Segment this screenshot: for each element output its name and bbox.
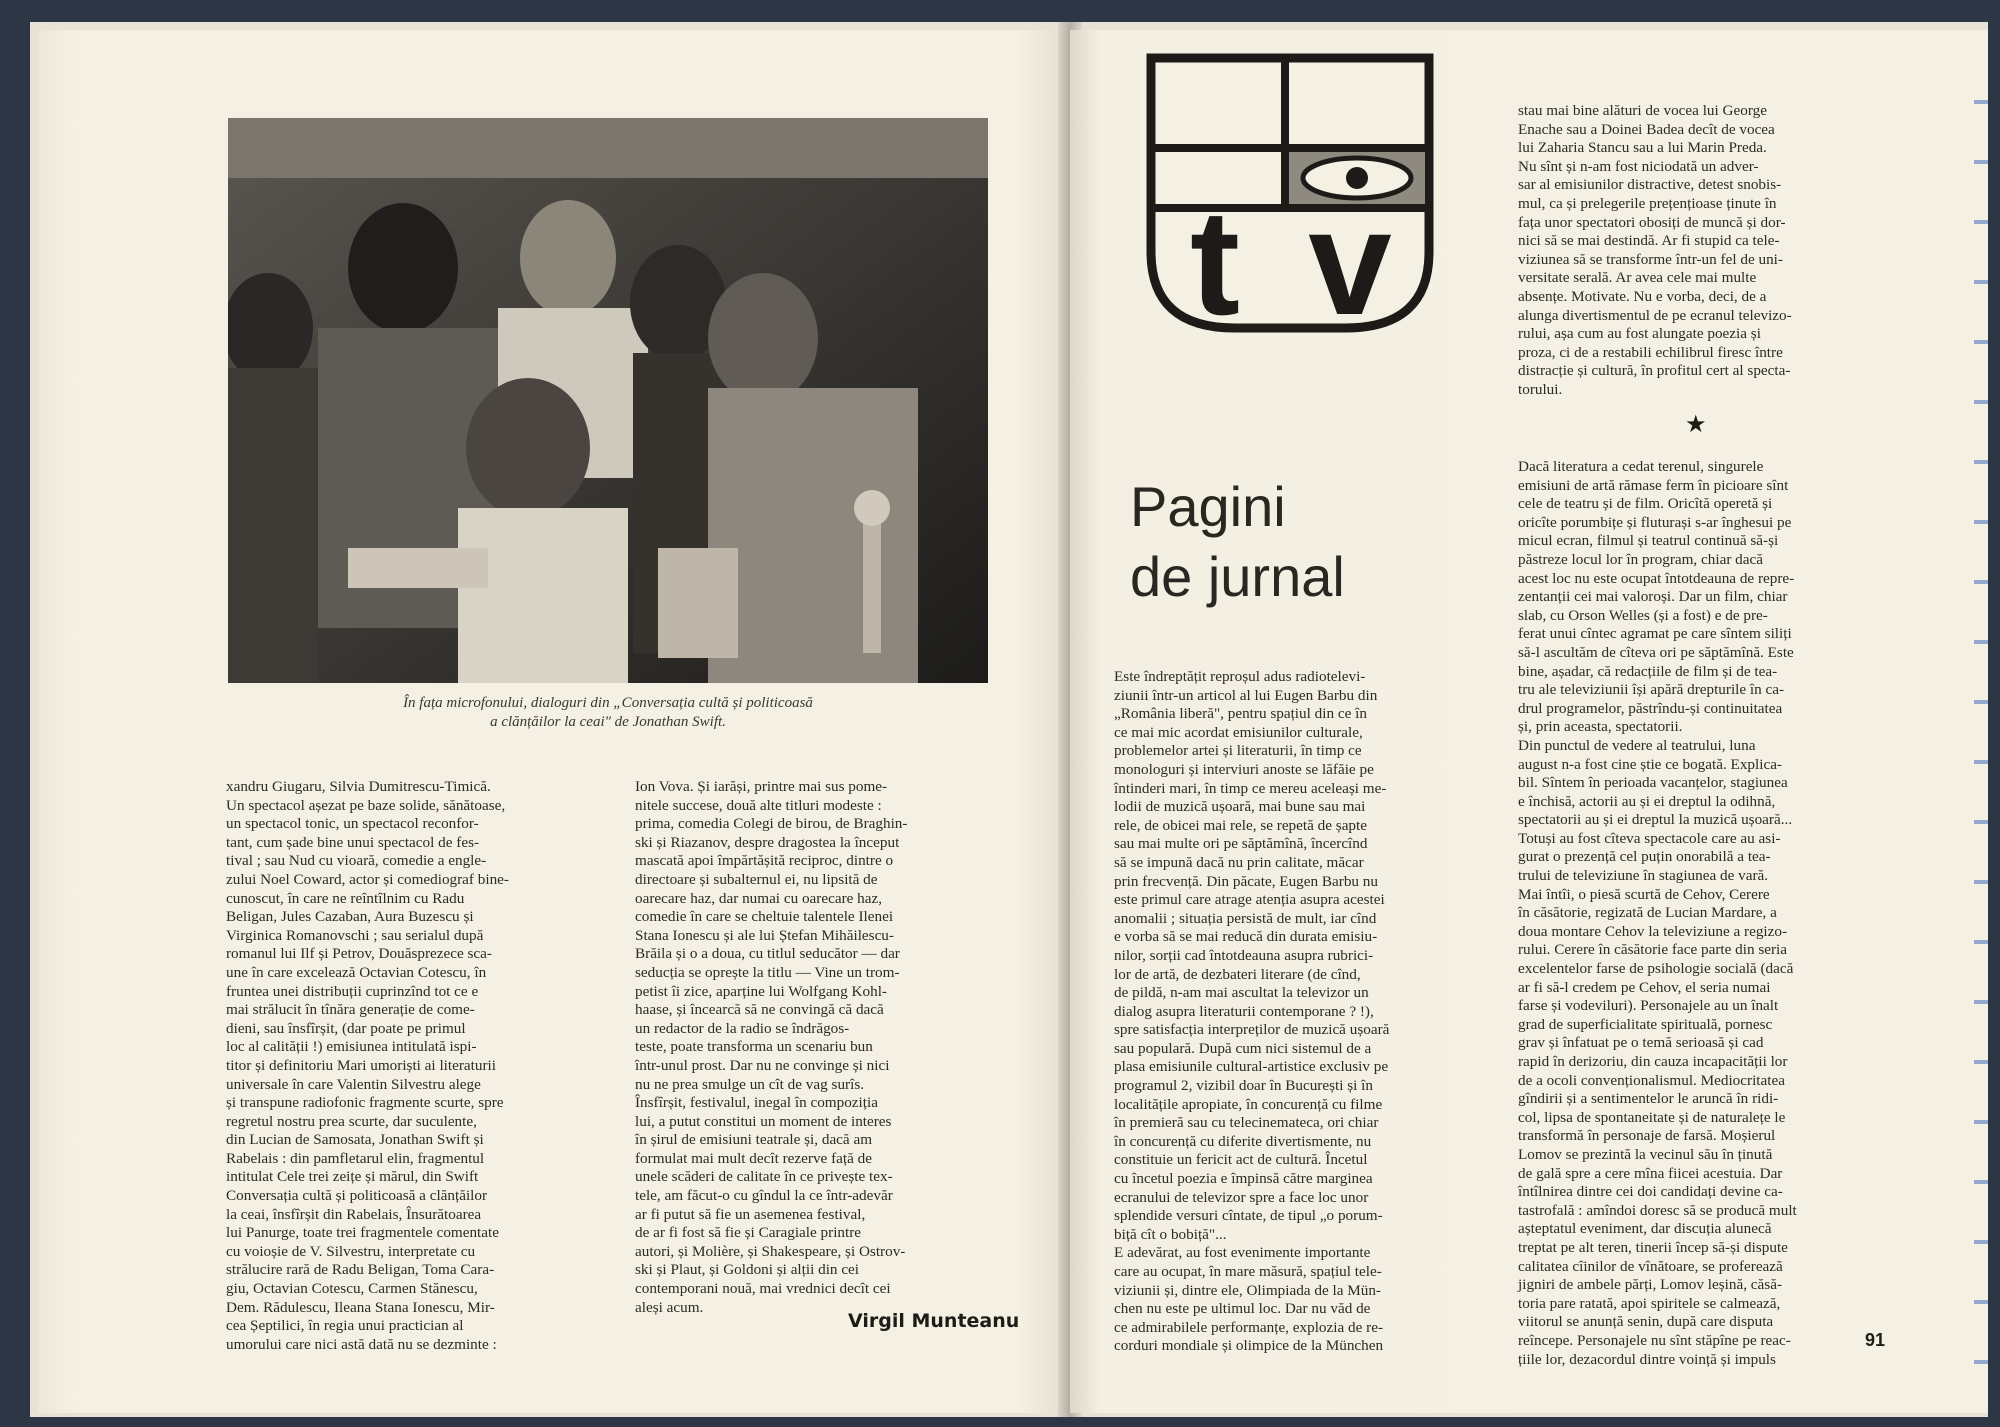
right-page	[1070, 30, 1988, 1413]
caption-line-1: În fața microfonului, dialoguri din „Conversația cultă și politicoasă	[403, 695, 813, 711]
tv-logo-shape	[1145, 52, 1435, 334]
logo-letter-v: v	[1308, 178, 1392, 334]
caption-line-2: a clănțăilor la ceai" de Jonathan Swift.	[490, 714, 726, 730]
right-column-2-bottom: Dacă literatura a cedat terenul, singurele emisiuni de artă rămase ferm în picioare sînt cele de teatru și de film. Oricîtă operetă și oricîte porumbițe și fluturași s-ar înghesui pe micul ecran, filmul și teatrul continuă să-și păstreze locul lor în program, chiar dacă acest loc nu este ocupat întotdeauna de repre- zentanții cei mai valoroși. Dar un film, chiar slab, cu Orson Welles (și a fost) e de pre- ferat unui cîntec agramat pe care sîntem siliți să-l ascultăm de cîteva ori pe săptămînă. Este bine, așadar, că redacțiile de film și de tea- tru ale televiziunii își apără drepturile în ca- drul programelor, păstrîndu-și continuitatea și, prin aceasta, spectatorii. Din punctul de vedere al teatrului, luna august n-a fost cine știe ce bogată. Explica- bil. Sîntem în perioada vacanțelor, stagiunea e închisă, actorii au și ei dreptul la odihnă, spectatorii au și ei dreptul la muzică ușoară... Totuși au fost cîteva spectacole care au asi- gurat o prezență cel puțin onorabilă a tea- trului de televiziune în stagiunea de vară. Mai întîi, o piesă scurtă de Cehov, Cerere în căsătorie, regizată de Lucian Mardare, a doua montare Cehov la televiziune a regizo- rului. Cerere în căsătorie face parte din seria excelentelor farse de psihologie socială (dacă ar fi să-l credem pe Cehov, el seria numai farse și vodeviluri). Personajele au un înalt grad de superficialitate spirituală, pornesc grav și înfatuat pe o temă serioasă și cad rapid în derizoriu, din cauza incapacității lor de a ocoli convenționalismul. Mediocritatea gîndirii și a sentimentelor le aruncă în ridi- col, lipsa de spontaneitate și de naturalețe le transformă în personaje de farsă. Moșierul Lomov se prezintă la vecinul său în ținută de gală spre a cere mîna fiicei acestuia. Dar întîlnirea dintre cei doi candidați devine ca- tastrofală : amîndoi doresc să se producă mult așteptatul eveniment, dar discuția alunecă treptat pe alt teren, tinerii încep să-și dispute calitatea cîinilor de vînătoare, se proferează jigniri de ambele părți, Lomov leșină, căsă- toria pare ratată, apoi spiritele se calmează, viitorul se anunță senin, după care disputa reîncepe. Personajele nu sînt stăpîne pe reac- țiile lor, dezacordul dintre voință și impuls	[1518, 458, 1797, 1368]
heading-line-2: de jurnal	[1130, 545, 1345, 608]
section-star: ★	[1685, 412, 1707, 438]
heading-line-1: Pagini	[1130, 475, 1286, 538]
page-number: 91	[1865, 1330, 1886, 1350]
logo-letter-t: t	[1190, 178, 1240, 334]
open-book	[30, 22, 1988, 1417]
left-column-1: xandru Giugaru, Silvia Dumitrescu-Timică. Un spectacol așezat pe baze solide, sănătoase, un spectacol tonic, un spectacol reconfor- tant, cum șade bine unui spectacol de fes- tival ; sau Nud cu vioară, comedie a engle- zului Noel Coward, actor și comediograf bine- cunoscut, în care ne reîntîlnim cu Radu Beligan, Jules Cazaban, Aura Buzescu și Virginica Romanovschi ; sau serialul după romanul lui Ilf și Petrov, Douăsprezece sca- une în care excelează Octavian Cotescu, în fruntea unei distribuții cuprinzînd tot ce e mai strălucit în tînăra generație de come- dieni, sau însfîrșit, (dar poate pe primul loc al calității !) emisiunea intitulată ispi- titor și definitoriu Mari umoriști ai literaturii universale în care Valentin Silvestru alege și transpune radiofonic fragmente scurte, spre regretul nostru prea scurte, dar suculente, din Lucian de Samosata, Jonathan Swift și Rabelais : din pamfletarul elin, fragmentul intitulat Cele trei zeițe și mărul, din Swift Conversația cultă și politicoasă a clănțăilor la ceai, însfîrșit din Rabelais, Însurătoarea lui Panurge, toate trei fragmentele comentate cu voioșie de V. Silvestru, interpretate cu strălucire rară de Radu Beligan, Toma Cara- giu, Octavian Cotescu, Carmen Stănescu, Dem. Rădulescu, Ileana Stana Ionescu, Mir- cea Șeptilici, în regia unui practician al umorului care nici astă dată nu se dezminte :	[226, 778, 509, 1353]
photo-caption	[228, 694, 988, 732]
photo-group-microphone	[228, 118, 988, 683]
right-column-2-top: stau mai bine alături de vocea lui George Enache sau a Doinei Badea decît de vocea lui Zaharia Stancu sau a lui Marin Preda. Nu sînt și n-am fost niciodată un adver- sar al emisiunilor distractive, detest snobis- mul, ca și prelegerile prețențioase ținute în fața unor spectatori obosiți de muncă și dor- nici să se mai destindă. Ar fi stupid ca tele- viziunea să se transforme într-un fel de uni- versitate serală. Ar avea cele mai multe absențe. Motivate. Nu e vorba, deci, de a alunga divertismentul de pe ecranul televizo- rului, așa cum au fost alungate poezia și proza, ci de a restabili echilibrul firesc între distracție și cultură, în profitul cert al specta- torului.	[1518, 102, 1792, 398]
right-column-1: Este îndreptățit reproșul adus radiotelevi- ziunii într-un articol al lui Eugen Barbu din „România liberă", pentru spațiul din ce în ce mai mic acordat emisiunilor culturale, problemelor artei și literaturii, în timp ce monologuri și interviuri anoste se lăfăie pe întinderi mari, în timp ce mereu aceleași me- lodii de muzică ușoară, mai bune sau mai rele, de obicei mai rele, se repetă de șapte sau mai multe ori pe săptămînă, încercînd să se impună dacă nu prin calitate, măcar prin frecvență. Din păcate, Eugen Barbu nu este primul care atrage atenția asupra acestei anomalii ; situația persistă de mult, iar cînd e vorba să se mai reducă din durata emisiu- nilor, sorții cad întotdeauna asupra rubrici- lor de artă, de dezbateri literare (de cînd, de pildă, n-am mai ascultat la televizor un dialog asupra literaturii contemporane ? !), spre satisfacția interpreților de muzică ușoară sau populară. După cum nici sistemul de a plasa emisiunile cultural-artistice exclusiv pe programul 2, vizibil doar în București și în localitățile apropiate, în concurență cu filme în premieră sau cu telecinemateca, ori chiar în concurență cu diferite divertismente, nu constituie un fericit act de cultură. Încetul cu încetul poezia e împinsă către marginea ecranului de televizor spre a face loc unor splendide versuri cîntate, de tipul „o porum- biță cît o bobiță"... E adevărat, au fost evenimente importante care au ocupat, în mare măsură, spațiul tele- viziunii și, dintre ele, Olimpiada de la Mün- chen nu este pe ultimul loc. Dar nu văd de ce admirabilele performanțe, explozia de re- corduri mondiale și olimpice de la München	[1114, 668, 1390, 1355]
tv-logo	[1145, 52, 1435, 334]
page-heading	[1130, 472, 1345, 612]
left-column-2: Ion Vova. Și iarăși, printre mai sus pome- nitele succese, două alte titluri modeste : prima, comedia Colegi de birou, de Braghin- ski și Riazanov, despre dragostea la început mascată apoi împărtășită reciproc, dintre o directoare și subalternul ei, nu lipsită de oarecare haz, dar numai cu oarecare haz, comedie în care se cheltuie talentele Ilenei Stana Ionescu și ale lui Ștefan Mihăilescu- Brăila și o a doua, cu titlul seducător — dar seducția se oprește la titlu — Vine un trom- petist îi zice, aparține lui Wolfgang Kohl- haase, și încearcă să ne convingă că dacă un redactor de la radio se îndrăgos- teste, poate transforma un scenariu bun într-unul prost. Dar nu ne convinge și nici nu ne prea smulge un cît de vag surîs. Însfîrșit, festivalul, inegal în compoziția lui, a putut constitui un moment de interes în șirul de emisiuni teatrale și, dacă am formulat mai mult decît rezerve față de unele scăderi de calitate în ce privește tex- tele, am făcut-o cu gîndul la ce într-adevăr ar fi putut să fie un asemenea festival, de ar fi fost să fie și Caragiale printre autori, și Molière, și Shakespeare, și Ostrov- ski și Plaut, și Goldoni și alții din cei contemporani nouă, mai vrednici decît cei aleși acum.	[635, 778, 908, 1316]
left-page	[38, 30, 1070, 1413]
photo-illustration	[228, 118, 988, 683]
author-signature: Virgil Munteanu	[848, 1310, 1020, 1332]
page-edge-marks	[1974, 60, 1988, 1413]
